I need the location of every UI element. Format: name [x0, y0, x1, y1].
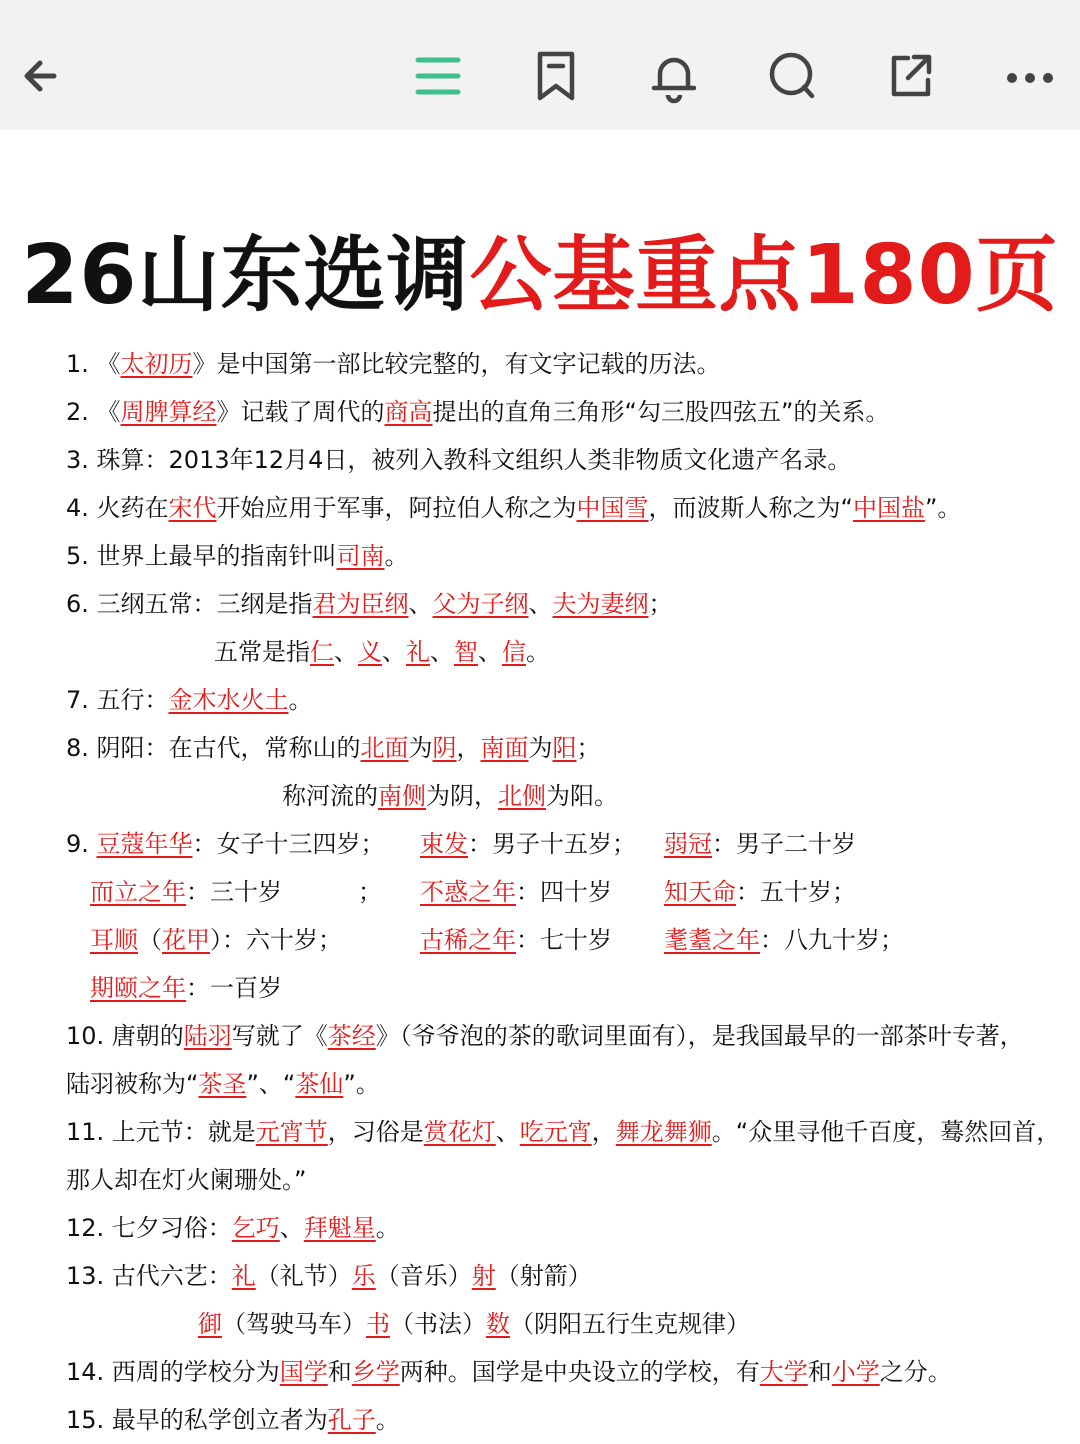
text-segment: （音乐）	[375, 1262, 472, 1290]
text-segment: 、	[334, 638, 358, 666]
item-4	[66, 484, 1056, 532]
text-segment: 》记载了周代的	[216, 398, 385, 426]
text-segment: 开始应用于军事，阿拉伯人称之为	[216, 494, 577, 522]
text-segment: 那人却在灯火阑珊处。”	[66, 1166, 307, 1194]
highlighted-term: 古稀之年	[420, 926, 516, 954]
highlighted-term: 茶经	[327, 1022, 376, 1050]
highlighted-term: 金木水火土	[168, 686, 289, 714]
highlighted-term: 花甲	[162, 926, 210, 954]
highlighted-term: 吃元宵	[519, 1118, 592, 1146]
text-segment: ；	[648, 590, 673, 618]
text-segment: （书法）	[390, 1310, 486, 1338]
text-segment: 、	[495, 1118, 520, 1146]
text-segment: 。	[288, 686, 313, 714]
more-icon[interactable]	[994, 40, 1066, 112]
text-segment: （	[138, 926, 162, 954]
text-segment: ，	[456, 734, 481, 762]
text-segment: ；	[358, 878, 382, 906]
text-segment: 、	[478, 638, 502, 666]
highlighted-term: 乐	[351, 1262, 376, 1290]
highlighted-term: 元宵节	[255, 1118, 328, 1146]
highlighted-term: 礼	[406, 638, 430, 666]
item-8-line-1	[66, 724, 1056, 772]
text-segment: ：八九十岁；	[760, 926, 904, 954]
item-9-line-3	[66, 916, 1056, 964]
text-column	[420, 868, 612, 916]
text-segment: 、	[408, 590, 433, 618]
text-segment: ：女子十三四岁；	[192, 830, 385, 858]
text-segment: 7. 五行：	[66, 686, 169, 714]
text-segment: 陆羽被称为“	[66, 1070, 199, 1098]
text-segment: 。	[375, 1406, 400, 1434]
highlighted-term: 知天命	[664, 878, 736, 906]
text-segment: 2. 《	[66, 398, 121, 426]
highlighted-term: 商高	[384, 398, 433, 426]
text-segment: 为	[528, 734, 553, 762]
highlighted-term: 北面	[360, 734, 409, 762]
highlighted-term: 义	[358, 638, 382, 666]
highlighted-term: 阴	[432, 734, 457, 762]
item-15	[66, 1396, 1056, 1444]
text-segment: 12. 七夕习俗：	[66, 1214, 232, 1242]
highlighted-term: 君为臣纲	[312, 590, 409, 618]
text-segment: 和	[807, 1358, 832, 1386]
item-13-line-2	[66, 1300, 1056, 1348]
content-list	[66, 340, 1061, 1444]
highlighted-term: 拜魁星	[303, 1214, 376, 1242]
bookmark-icon[interactable]	[520, 40, 592, 112]
highlighted-term: 期颐之年	[90, 974, 186, 1002]
item-5	[66, 532, 1056, 580]
item-2	[66, 388, 1056, 436]
highlighted-term: 仁	[310, 638, 334, 666]
highlighted-term: 国学	[279, 1358, 328, 1386]
page-title	[0, 210, 1080, 327]
text-segment: ，习俗是	[327, 1118, 424, 1146]
item-11-line-2	[66, 1156, 1056, 1204]
text-segment: 10. 唐朝的	[66, 1022, 184, 1050]
text-segment: 。	[375, 1214, 400, 1242]
text-segment: （射箭）	[495, 1262, 592, 1290]
text-column	[420, 820, 636, 868]
highlighted-term: 乞巧	[231, 1214, 280, 1242]
highlighted-term: 耳顺	[90, 926, 138, 954]
text-segment: 5. 世界上最早的指南针叫	[66, 542, 337, 570]
text-segment: ”。	[343, 1070, 380, 1098]
text-segment: （礼节）	[255, 1262, 352, 1290]
highlighted-term: 茶仙	[295, 1070, 344, 1098]
highlighted-term: 射	[471, 1262, 496, 1290]
item-9-line-1	[66, 820, 1056, 868]
comment-icon[interactable]	[756, 40, 828, 112]
text-segment: （阴阳五行生克规律）	[510, 1310, 750, 1338]
highlighted-term: 茶圣	[198, 1070, 247, 1098]
highlighted-term: 御	[198, 1310, 222, 1338]
text-segment: ）：六十岁；	[210, 926, 342, 954]
text-segment: 13. 古代六艺：	[66, 1262, 232, 1290]
text-segment: 。	[384, 542, 409, 570]
highlighted-term: 舞龙舞狮	[615, 1118, 712, 1146]
highlighted-term: 束发	[420, 830, 468, 858]
text-segment: ：五十岁；	[736, 878, 856, 906]
highlighted-term: 南面	[480, 734, 529, 762]
highlighted-term: 南侧	[378, 782, 426, 810]
text-segment: 11. 上元节：就是	[66, 1118, 256, 1146]
highlighted-term: 周脾算经	[120, 398, 217, 426]
text-segment: 、	[430, 638, 454, 666]
text-segment: 提出的直角三角形“勾三股四弦五”的关系。	[432, 398, 890, 426]
highlighted-term: 耄耋之年	[664, 926, 760, 954]
highlighted-term: 小学	[831, 1358, 880, 1386]
highlighted-term: 孔子	[327, 1406, 376, 1434]
item-8-line-2	[66, 772, 1056, 820]
highlighted-term: 书	[366, 1310, 390, 1338]
item-10-line-1	[66, 1012, 1056, 1060]
text-segment: ：七十岁	[516, 926, 612, 954]
text-segment: 为阴，	[426, 782, 498, 810]
text-segment: 6. 三纲五常：三纲是指	[66, 590, 313, 618]
highlighted-term: 阳	[552, 734, 577, 762]
text-segment: 8. 阴阳：在古代，常称山的	[66, 734, 361, 762]
text-segment: ”。	[924, 494, 962, 522]
highlighted-term: 中国盐	[852, 494, 925, 522]
highlighted-term: 宋代	[168, 494, 217, 522]
item-6-line-2	[66, 628, 1056, 676]
item-11-line-1	[66, 1108, 1061, 1156]
highlighted-term: 弱冠	[664, 830, 712, 858]
text-column	[664, 868, 856, 916]
text-segment: ，而波斯人称之为“	[648, 494, 853, 522]
text-segment: 、	[528, 590, 553, 618]
text-segment: ，	[591, 1118, 616, 1146]
text-segment: 。	[526, 638, 550, 666]
text-segment: 和	[327, 1358, 352, 1386]
text-segment: 为	[408, 734, 433, 762]
item-9-line-2	[66, 868, 1056, 916]
text-segment: 。“众里寻他千百度，蓦然回首，	[711, 1118, 1061, 1146]
item-3	[66, 436, 1056, 484]
item-12	[66, 1204, 1056, 1252]
text-segment: ：四十岁	[516, 878, 612, 906]
highlighted-term: 司南	[336, 542, 385, 570]
highlighted-term: 夫为妻纲	[552, 590, 649, 618]
highlighted-term: 乡学	[351, 1358, 400, 1386]
text-segment: 五常是指	[214, 638, 310, 666]
text-segment: ；	[576, 734, 601, 762]
text-segment: ：男子二十岁	[712, 830, 856, 858]
highlighted-term: 不惑之年	[420, 878, 516, 906]
text-segment: 》（爷爷泡的茶的歌词里面有），是我国最早的一部茶叶专著，	[375, 1022, 1024, 1050]
highlighted-term: 陆羽	[183, 1022, 232, 1050]
text-segment: ：男子十五岁；	[468, 830, 636, 858]
highlighted-term: 太初历	[120, 350, 193, 378]
item-7	[66, 676, 1056, 724]
back-arrow-icon[interactable]	[6, 40, 78, 112]
text-segment: 15. 最早的私学创立者为	[66, 1406, 328, 1434]
highlighted-term: 中国雪	[576, 494, 649, 522]
highlighted-term: 信	[502, 638, 526, 666]
text-segment: （驾驶马车）	[222, 1310, 366, 1338]
text-segment: 两种。国学是中央设立的学校，有	[399, 1358, 760, 1386]
bell-icon[interactable]	[638, 40, 710, 112]
document-page	[0, 130, 1080, 1443]
text-segment: 称河流的	[282, 782, 378, 810]
item-14	[66, 1348, 1056, 1396]
share-icon[interactable]	[874, 40, 946, 112]
text-column	[90, 964, 282, 1012]
item-6-line-1	[66, 580, 1056, 628]
highlighted-term: 北侧	[498, 782, 546, 810]
text-segment: 写就了《	[231, 1022, 328, 1050]
text-segment: ：一百岁	[186, 974, 282, 1002]
text-column	[90, 916, 342, 964]
highlighted-term: 数	[486, 1310, 510, 1338]
item-1	[66, 340, 1056, 388]
title-red: 公基重点180页	[469, 228, 1059, 323]
item-10-line-2	[66, 1060, 1056, 1108]
highlighted-term: 智	[454, 638, 478, 666]
text-segment: 、	[382, 638, 406, 666]
text-segment: 3. 珠算：2013年12月4日，被列入教科文组织人类非物质文化遗产名录。	[66, 446, 852, 474]
text-column	[420, 916, 612, 964]
text-segment: 9.	[66, 830, 97, 858]
text-column	[664, 916, 904, 964]
text-segment: 14. 西周的学校分为	[66, 1358, 280, 1386]
highlighted-term: 礼	[231, 1262, 256, 1290]
highlighted-term: 赏花灯	[423, 1118, 496, 1146]
text-segment: 4. 火药在	[66, 494, 169, 522]
text-column	[66, 820, 385, 868]
top-toolbar	[0, 0, 1080, 130]
item-9-line-4	[66, 964, 1056, 1012]
highlighted-term: 大学	[759, 1358, 808, 1386]
text-segment: ：三十岁	[186, 878, 282, 906]
text-segment: ”、“	[246, 1070, 296, 1098]
highlighted-term: 而立之年	[90, 878, 186, 906]
title-black: 26山东选调	[21, 228, 470, 323]
text-segment: 为阳。	[546, 782, 618, 810]
menu-icon[interactable]	[402, 40, 474, 112]
text-column	[664, 820, 856, 868]
item-13-line-1	[66, 1252, 1056, 1300]
text-segment: 、	[279, 1214, 304, 1242]
text-segment: 之分。	[879, 1358, 952, 1386]
highlighted-term: 父为子纲	[432, 590, 529, 618]
text-column	[90, 868, 282, 916]
text-segment: 》是中国第一部比较完整的，有文字记载的历法。	[192, 350, 721, 378]
text-segment: 1. 《	[66, 350, 121, 378]
highlighted-term: 豆蔻年华	[96, 830, 193, 858]
